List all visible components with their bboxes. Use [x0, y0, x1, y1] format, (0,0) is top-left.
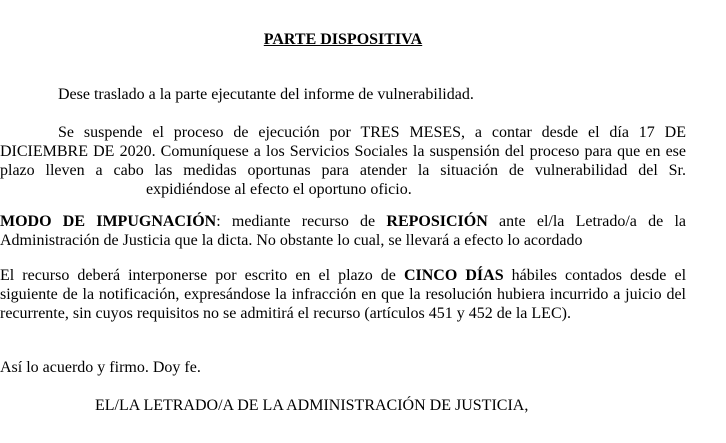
impugnacion-text-end: ante el/la Letrado/a de la Administración de Justicia que la dicta. No obstante lo cual, se llevará a efecto lo acordado [0, 213, 686, 249]
recurso-text: El recurso deberá interponerse por escrito en el plazo de [0, 267, 404, 284]
paragraph-suspension [0, 123, 686, 199]
impugnacion-text: : mediante recurso de [216, 213, 387, 230]
suspension-text-end: expidiéndose al efecto el oportuno oficio. [146, 181, 412, 198]
signature-line: EL/LA LETRADO/A DE LA ADMINISTRACIÓN DE JUSTICIA, [95, 397, 529, 414]
paragraph-traslado: Dese traslado a la parte ejecutante del informe de vulnerabilidad. [58, 86, 474, 103]
reposicion-label: REPOSICIÓN [386, 213, 488, 230]
impugnacion-label: MODO DE IMPUGNACIÓN [0, 213, 217, 230]
paragraph-firma: Así lo acuerdo y firmo. Doy fe. [0, 359, 201, 376]
recurso-text-end: hábiles contados desde el siguiente de la notificación, expresándose la infracción en que la resolución hubiera incurrido a juicio del recurrente, sin cuyos requisitos no se admitirá el recurso (artículos 451 y 452 de la LEC). [0, 267, 687, 322]
paragraph-impugnacion [0, 212, 686, 250]
plazo-label: CINCO DÍAS [403, 267, 504, 284]
paragraph-recurso [0, 266, 686, 323]
section-title: PARTE DISPOSITIVA [263, 31, 423, 48]
suspension-text: Se suspende el proceso de ejecución por TRES MESES, a contar desde el día 17 DE DICIEMBRE DE 2020. Comuníquese a los Servicios Sociales la suspensión del proceso para que en ese plazo lleven a cabo las medidas oportunas para atender la situación de vulnerabilidad del Sr. [0, 124, 686, 179]
